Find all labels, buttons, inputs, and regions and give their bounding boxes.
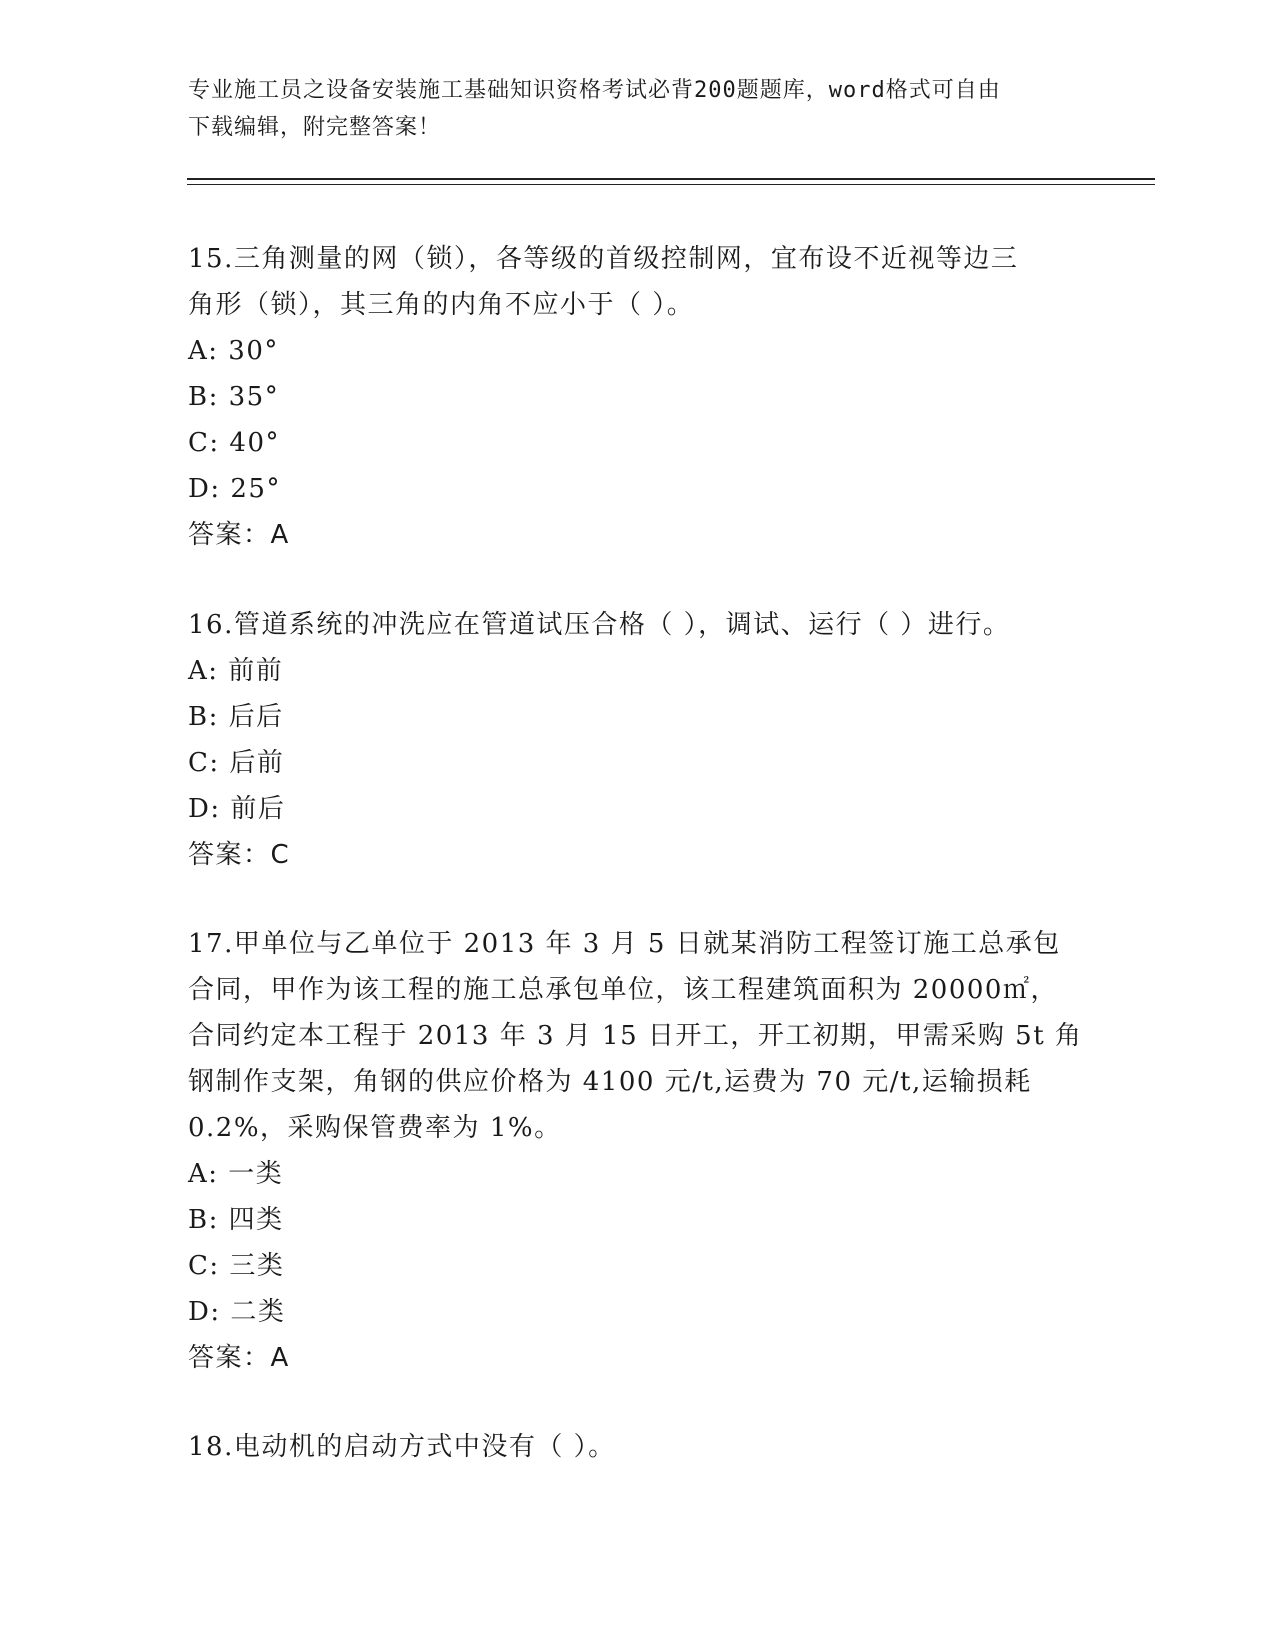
option-c: C: 后前 — [188, 748, 285, 778]
answer-line: 答案：C — [188, 840, 291, 870]
option-a: A: 30° — [188, 336, 279, 366]
header-rule-thin — [187, 184, 1155, 185]
question-stem-line: 合同，甲作为该工程的施工总承包单位，该工程建筑面积为 20000㎡， — [188, 975, 1058, 1005]
question-18 — [188, 1424, 1088, 1470]
header-line-1: 专业施工员之设备安装施工基础知识资格考试必背200题题库，word格式可自由 — [188, 78, 1001, 103]
option-c: C: 三类 — [188, 1251, 285, 1281]
answer-line: 答案：A — [188, 1343, 290, 1373]
option-c: C: 40° — [188, 428, 281, 458]
question-17 — [188, 921, 1088, 1381]
question-stem-line: 17.甲单位与乙单位于 2013 年 3 月 5 日就某消防工程签订施工总承包 — [188, 929, 1061, 959]
question-stem-line: 18.电动机的启动方式中没有（ ）。 — [188, 1432, 616, 1462]
option-b: B: 四类 — [188, 1205, 284, 1235]
option-a: A: 前前 — [188, 656, 284, 686]
document-header — [188, 72, 1068, 146]
question-stem-line: 15.三角测量的网（锁），各等级的首级控制网，宜布设不近视等边三 — [188, 244, 1019, 274]
question-stem-line: 角形（锁），其三角的内角不应小于（ ）。 — [188, 290, 695, 320]
question-stem-line: 0.2%，采购保管费率为 1%。 — [188, 1113, 562, 1143]
option-d: D: 二类 — [188, 1297, 286, 1327]
question-stem-line: 合同约定本工程于 2013 年 3 月 15 日开工，开工初期，甲需采购 5t 角 — [188, 1021, 1083, 1051]
answer-line: 答案：A — [188, 520, 290, 550]
option-d: D: 前后 — [188, 794, 286, 824]
header-rule-thick — [187, 178, 1155, 180]
question-15 — [188, 236, 1088, 558]
option-b: B: 35° — [188, 382, 280, 412]
option-d: D: 25° — [188, 474, 281, 504]
option-a: A: 一类 — [188, 1159, 284, 1189]
option-b: B: 后后 — [188, 702, 284, 732]
question-stem-line: 16.管道系统的冲洗应在管道试压合格（ ），调试、运行（ ）进行。 — [188, 610, 1011, 640]
header-line-2: 下载编辑，附完整答案！ — [188, 115, 442, 140]
question-stem-line: 钢制作支架，角钢的供应价格为 4100 元/t,运费为 70 元/t,运输损耗 — [188, 1067, 1032, 1097]
question-16 — [188, 602, 1088, 878]
